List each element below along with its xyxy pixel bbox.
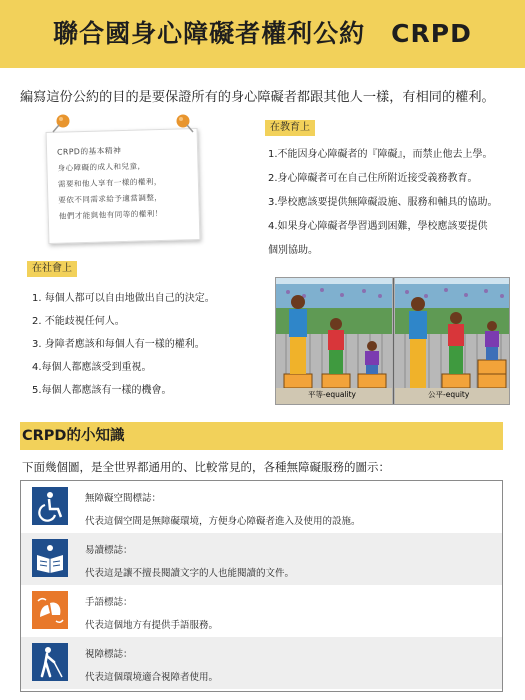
symbols-table (20, 480, 503, 692)
education-list (268, 145, 498, 265)
symbol-desc: 代表這是讓不擅長閱讀文字的人也能閱讀的文件。 (85, 568, 295, 579)
symbol-row (21, 481, 502, 533)
knowledge-header-bar (20, 422, 503, 450)
education-tag: 在教育上 (265, 120, 315, 136)
list-item: 4.如果身心障礙者學習遇到困難，學校應該要提供 (268, 221, 488, 232)
list-item: 3. 身障者應該和每個人有一樣的權利。 (32, 339, 205, 350)
society-tag: 在社會上 (27, 261, 77, 277)
knowledge-title: CRPD的小知識 (22, 428, 125, 444)
sign-language-icon (32, 591, 68, 629)
symbol-row (21, 585, 502, 637)
symbol-row (21, 637, 502, 689)
note-line: 要依不同需求給予適當調整， (58, 192, 163, 205)
note-line: 需要和他人享有一樣的權利， (57, 176, 162, 189)
page-title: 聯合國身心障礙者權利公約 CRPD (53, 19, 472, 48)
blind-person-icon (32, 643, 68, 681)
note-line: 身心障礙的成人和兒童， (57, 161, 146, 173)
intro-text: 編寫這份公約的目的是要保證所有的身心障礙者都跟其他人一樣，有相同的權利。 (20, 90, 495, 105)
equality-equity-illustration (275, 277, 510, 405)
symbol-desc: 代表這個空間是無障礙環境，方便身心障礙者進入及使用的設施。 (85, 516, 361, 527)
illustration-drawing (276, 278, 510, 405)
knowledge-intro: 下面幾個圖，是全世界都通用的、比較常見的，各種無障礙服務的圖示： (22, 460, 390, 474)
symbol-row (21, 533, 502, 585)
symbol-name: 視障標誌： (85, 649, 133, 660)
pushpin-icon (174, 113, 196, 135)
list-item: 1. 每個人都可以自由地做出自己的決定。 (32, 293, 215, 304)
header-banner (0, 0, 525, 68)
list-item: 1.不能因身心障礙者的『障礙』，而禁止他去上學。 (268, 149, 493, 160)
equity-caption: 公平-equity (428, 390, 470, 399)
society-list (32, 289, 215, 404)
spirit-note-card (46, 128, 201, 244)
symbol-name: 無障礙空間標誌： (85, 493, 162, 504)
list-item: 個別協助。 (268, 245, 318, 256)
list-item: 3.學校應該要提供無障礙設施、服務和輔具的協助。 (268, 197, 498, 208)
list-item: 5.每個人都應該有一樣的機會。 (32, 385, 172, 396)
list-item: 2.身心障礙者可在自己住所附近接受義務教育。 (268, 173, 478, 184)
list-item: 2. 不能歧視任何人。 (32, 316, 125, 327)
wheelchair-icon (32, 487, 68, 525)
pushpin-icon (50, 113, 72, 135)
list-item: 4.每個人都應該受到重視。 (32, 362, 152, 373)
equality-caption: 平等-equality (308, 390, 356, 399)
note-title: CRPD的基本精神 (56, 146, 122, 157)
symbol-name: 易讀標誌： (85, 545, 133, 556)
easy-read-icon (32, 539, 68, 577)
symbol-desc: 代表這個地方有提供手語服務。 (85, 620, 219, 631)
symbol-desc: 代表這個環境適合視障者使用。 (85, 672, 219, 683)
note-line: 他們才能與他有同等的權利！ (58, 208, 163, 221)
symbol-name: 手語標誌： (85, 597, 133, 608)
